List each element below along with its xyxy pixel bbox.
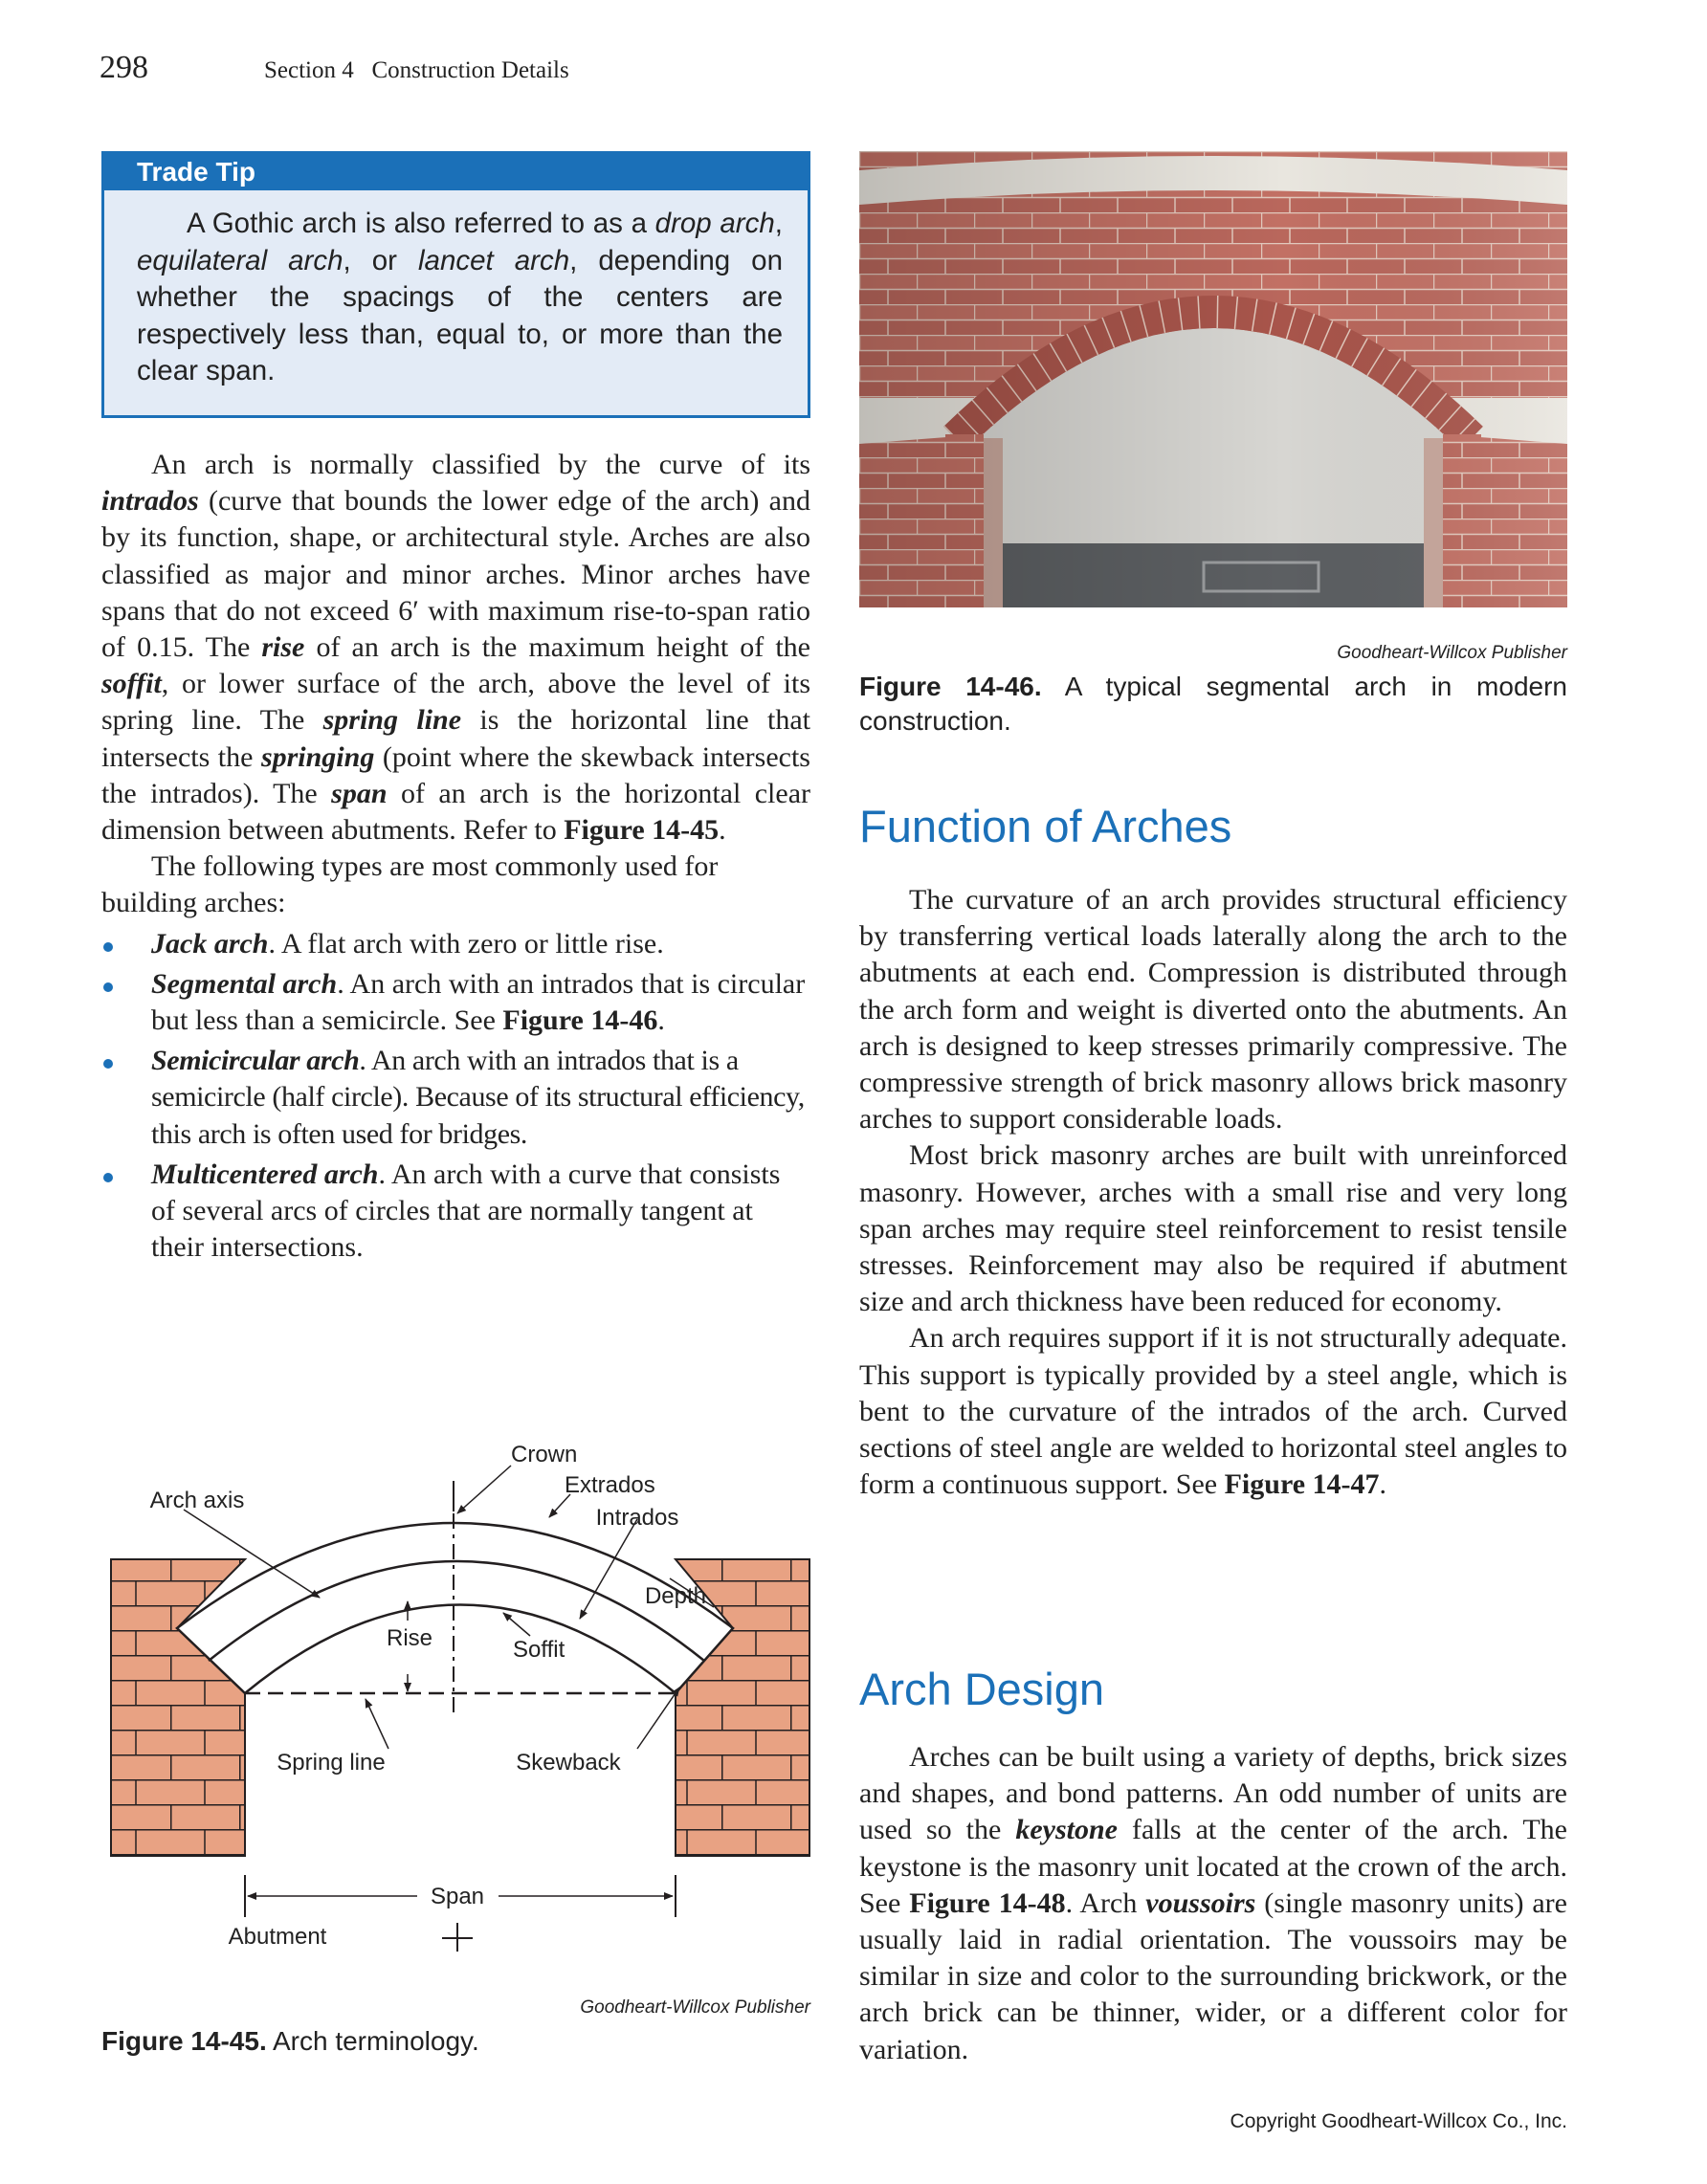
caption-label: Figure 14-45. — [101, 2026, 267, 2056]
bullet-text: . A flat arch with zero or little rise. — [268, 927, 664, 960]
trade-tip-text — [137, 206, 783, 390]
paragraph-function-2: Most brick masonry arches are built with unreinforced masonry. However, arches with a small rise and very long span arches may require steel reinforcement to resist tensile stresses. Reinforcement may also be required if abutment size and arch thickness have been reduced for economy. — [859, 1139, 1567, 1318]
leader-soffit — [503, 1613, 530, 1636]
text-part: An arch is normally classified by the curve of its — [151, 449, 810, 480]
copyright-footer: Copyright Goodheart-Willcox Co., Inc. — [1230, 2110, 1567, 2132]
figure-reference: Figure 14-48 — [909, 1886, 1066, 1919]
heading-arch-design: Arch Design — [859, 1664, 1104, 1714]
caption-label: Figure 14-46. — [859, 672, 1042, 701]
label-intrados: Intrados — [595, 1505, 679, 1531]
heading-function-of-arches: Function of Arches — [859, 801, 1232, 851]
label-abutment: Abutment — [228, 1924, 327, 1950]
figure-reference: Figure 14-45 — [564, 814, 720, 847]
figure-46-credit: Goodheart-Willcox Publisher — [1337, 643, 1567, 663]
figure-reference: Figure 14-46 — [502, 1004, 658, 1037]
light-shade — [859, 151, 1567, 607]
bullet-dot — [103, 942, 113, 952]
text-part: . — [1379, 1468, 1387, 1501]
page-number: 298 — [100, 50, 148, 85]
term-intrados: intrados — [101, 485, 199, 518]
tip-text-part: , depending on whether the spacings of the centers are respectively less than, equal to, or more than the clear span. — [137, 244, 783, 386]
text-part: falls at the center of the arch. The keystone is the masonry unit located at the crown of the arch. See — [859, 1814, 1567, 1919]
label-crown: Crown — [511, 1442, 578, 1467]
figure-reference: Figure 14-47 — [1224, 1468, 1380, 1501]
text-part: (curve that bounds the lower edge of the arch) and by its function, shape, or architectural style. Arches are also classified as major and minor arches. Minor arches have spans that do not exceed 6′ with maximum rise-to-span ratio of 0.15. The — [101, 485, 810, 664]
term-soffit: soffit — [101, 668, 162, 700]
paragraph-function-3 — [859, 1320, 1567, 1503]
bullet-dot — [103, 982, 113, 992]
label-spring-line: Spring line — [277, 1750, 386, 1776]
list-item — [101, 1157, 810, 1267]
left-column-text — [101, 447, 810, 1266]
term-keystone: keystone — [1015, 1814, 1118, 1846]
tip-text-part: A Gothic arch is also referred to as a — [187, 208, 655, 239]
leader-skewback — [637, 1688, 679, 1749]
label-span: Span — [430, 1884, 485, 1909]
paragraph-arch-classification — [101, 447, 810, 849]
figure-45-credit: Goodheart-Willcox Publisher — [580, 1997, 810, 2018]
bullet-dot — [103, 1173, 113, 1182]
right-column-text — [859, 882, 1567, 1503]
term-spring-line: spring line — [322, 704, 462, 737]
leader-crown — [457, 1466, 511, 1513]
tip-text-part: , or — [343, 244, 418, 276]
label-skewback: Skewback — [516, 1750, 621, 1776]
tip-text-part: , — [774, 208, 783, 239]
tip-term-equilateral-arch: equilateral arch — [137, 244, 344, 276]
text-part: . — [719, 814, 726, 847]
text-part: (point where the skewback intersects the intrados). The — [101, 740, 810, 809]
paragraph-function-1: The curvature of an arch provides structural efficiency by transferring vertical loads laterally along the arch to the abutments at each end. Compression is distributed through the arch form and weight is diverted onto the abutments. An arch is designed to keep stresses primarily compressive. The compressive strength of brick masonry allows brick masonry arches to support considerable loads. — [859, 884, 1567, 1136]
text-part: of an arch is the horizontal clear dimension between abutments. Refer to — [101, 777, 811, 847]
text-part: (single masonry units) are usually laid in radial orientation. The voussoirs may be similar in size and color to the surrounding brickwork, or the arch brick can be thinner, wider, or a different color for variation. — [859, 1886, 1567, 2065]
figure-45-caption — [101, 2024, 810, 2059]
trade-tip-title: Trade Tip — [104, 154, 808, 190]
bullet-text: . — [657, 1004, 665, 1037]
label-extrados: Extrados — [565, 1472, 655, 1498]
arch-types-list — [101, 926, 810, 1267]
caption-text: Arch terminology. — [266, 2026, 479, 2056]
text-part: of an arch is the maximum height of the — [304, 631, 811, 664]
text-part: is the horizontal line that intersects the — [101, 704, 810, 773]
list-item — [101, 966, 810, 1039]
label-rise: Rise — [386, 1625, 433, 1651]
segmental-arch-photo — [859, 151, 1567, 607]
paragraph-types-intro: The following types are most commonly used for building arches: — [101, 850, 719, 919]
bullet-term: Jack arch — [151, 927, 269, 960]
label-arch-axis: Arch axis — [149, 1488, 245, 1513]
list-item — [101, 1043, 810, 1153]
bullet-term: Multicentered arch — [151, 1158, 379, 1190]
bullet-text: . An arch with an intrados that is a semicircle (half circle). Because of its structural efficiency, this arch is often used for bridges. — [151, 1045, 805, 1150]
paragraph-arch-design — [859, 1739, 1567, 2068]
bullet-text: . An arch with an intrados that is circular but less than a semicircle. See — [151, 967, 806, 1037]
label-soffit: Soffit — [513, 1637, 565, 1663]
bullet-term: Segmental arch — [151, 967, 338, 1000]
arch-terminology-diagram — [101, 1406, 810, 1952]
bullet-term: Semicircular arch — [151, 1045, 360, 1077]
running-head: Section 4 Construction Details — [264, 57, 569, 83]
term-springing: springing — [260, 740, 375, 773]
text-part: An arch requires support if it is not structurally adequate. This support is typically provided by a steel angle, which is bent to the curvature of the intrados of the arch. Curved sections of steel angle are welded to horizontal steel angles to form a continuous support. See — [859, 1322, 1567, 1501]
label-depth: Depth — [644, 1583, 707, 1609]
bullet-text: . An arch with a curve that consists of several arcs of circles that are normally tangent at their intersections. — [151, 1158, 781, 1264]
bullet-dot — [103, 1059, 113, 1069]
tip-term-drop-arch: drop arch — [654, 208, 775, 239]
list-item — [101, 926, 810, 962]
leader-spring-line — [366, 1699, 388, 1749]
figure-46-caption — [859, 670, 1567, 739]
caption-text: A typical segmental arch in modern construction. — [859, 672, 1567, 736]
term-rise: rise — [261, 631, 305, 664]
trade-tip-box — [101, 151, 810, 418]
text-part: , or lower surface of the arch, above the level of its spring line. The — [101, 668, 810, 737]
term-voussoirs: voussoirs — [1145, 1886, 1256, 1919]
text-part: Arches can be built using a variety of depths, brick sizes and shapes, and bond patterns. An odd number of units are used so the — [859, 1741, 1567, 1846]
term-span: span — [331, 777, 388, 809]
arch-design-text — [859, 1739, 1567, 2068]
text-part: . Arch — [1065, 1886, 1146, 1919]
tip-term-lancet-arch: lancet arch — [418, 244, 570, 276]
